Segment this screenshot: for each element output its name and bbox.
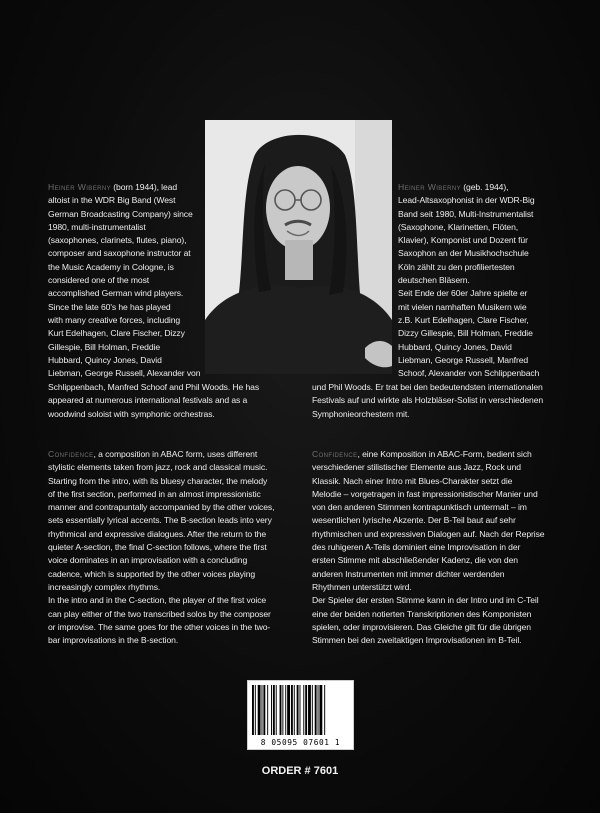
- barcode-bar: [308, 685, 311, 735]
- english-bio-line: woodwind soloist with symphonic orchestras.: [48, 408, 215, 419]
- english-conf-line: manner and contrapuntally accompanied by the other voices,: [48, 502, 275, 513]
- english-bio-line: composer and saxophone instructor at: [48, 248, 191, 259]
- barcode-bar: [271, 685, 272, 735]
- german-conf-line: rhythmischen und expressiven Dialogen auf. Nach der Reprise: [312, 528, 545, 539]
- german-bio-line: Heiner Wiberny (geb. 1944),: [398, 182, 509, 192]
- barcode-bar: [312, 685, 313, 735]
- barcode-bar: [324, 685, 325, 735]
- english-biography-wide: [48, 381, 348, 421]
- barcode-bar: [255, 685, 256, 735]
- german-conf-name: Confidence: [312, 449, 358, 459]
- german-conf-line: Melodie – vorgetragen in fast impressionistischer Manier und: [312, 488, 538, 499]
- barcode-bar: [285, 685, 286, 735]
- english-conf-line: or improvise. The same goes for the other voices in the two-: [48, 621, 271, 632]
- barcode-bar: [280, 685, 282, 735]
- english-bio-line: Heiner Wiberny (born 1944), lead: [48, 182, 178, 192]
- barcode-bar: [305, 685, 307, 735]
- german-conf-line: wesentlichen lyrische Akzente. Der B-Teil baut auf sehr: [312, 515, 516, 526]
- english-conf-line: sets essentially lyrical accents. The B-section leads into very: [48, 515, 272, 526]
- german-conf-line: Klassik. Nach einer Intro mit Blues-Charakter setzt die: [312, 475, 513, 486]
- german-bio-line: Symphonieorchestern mit.: [312, 408, 410, 419]
- english-bio-line: appeared at numerous international festivals and as a: [48, 395, 248, 406]
- german-bio-line: deutschen Bläsern.: [398, 275, 470, 286]
- german-bio-line: Liebman, George Russell, Manfred: [398, 354, 529, 365]
- german-confidence: [312, 448, 572, 647]
- english-conf-line: voice dominates in an improvisation with a concluding: [48, 555, 248, 566]
- barcode-bars: [252, 685, 349, 735]
- german-conf-line: Rhythmen unterstützt wird.: [312, 581, 412, 592]
- barcode-bar: [291, 685, 293, 735]
- portrait-photo: [205, 120, 392, 374]
- german-conf-line: Confidence, eine Komposition in ABAC-Form, bedient sich: [312, 449, 532, 459]
- barcode-bar: [252, 685, 254, 735]
- english-conf-line: of the first section, performed in an almost impressionistic: [48, 488, 261, 499]
- german-bio-line: Lead-Altsaxophonist in der WDR-Big: [398, 195, 535, 206]
- german-biography-wide: [312, 381, 572, 421]
- german-bio-line: Hubbard, Quincy Jones, David: [398, 341, 512, 352]
- barcode-bar: [273, 685, 275, 735]
- english-bio-name: Heiner Wiberny: [48, 182, 111, 192]
- barcode-bar: [318, 685, 319, 735]
- english-bio-line: accomplished German wind players.: [48, 288, 184, 299]
- barcode-bar: [315, 685, 317, 735]
- german-bio-line: und Phil Woods. Er trat bei den bedeutendsten internationalen: [312, 382, 543, 392]
- english-bio-line: 1980, multi-instrumentalist: [48, 221, 146, 232]
- english-conf-line: In the intro and in the C-section, the player of the first voice: [48, 595, 267, 606]
- german-bio-line: Köln zählt zu den profiliertesten: [398, 261, 515, 272]
- barcode-bar: [319, 685, 322, 735]
- english-conf-line: Confidence, a composition in ABAC form, uses different: [48, 449, 258, 459]
- portrait-image: [205, 120, 392, 374]
- barcode-bar: [258, 685, 261, 735]
- german-bio-line: Schoof, Alexander von Schlippenbach: [398, 368, 540, 379]
- order-number: ORDER # 7601: [261, 765, 339, 777]
- english-conf-line: cadence, which is supported by the other voices playing: [48, 568, 256, 579]
- english-bio-line: Kurt Edelhagen, Clare Fischer, Dizzy: [48, 328, 185, 339]
- english-confidence: [48, 448, 306, 647]
- barcode-bar: [276, 685, 277, 735]
- barcode-number: 8 05095 07601 1: [260, 738, 341, 747]
- german-bio-line: Dizzy Gillespie, Bill Holman, Freddie: [398, 328, 533, 339]
- english-bio-line: Hubbard, Quincy Jones, David: [48, 354, 162, 365]
- german-conf-line: anderen Instrumenten mit immer dichter werdenden: [312, 568, 505, 579]
- english-bio-line: German Broadcasting Company) since: [48, 208, 193, 219]
- barcode-bar: [294, 685, 295, 735]
- german-conf-line: Stimmen bei den zweitaktigen Improvisationen im B-Teil.: [312, 635, 522, 646]
- german-conf-line: von den anderen Stimmen kontrapunktisch untermalt – im: [312, 502, 527, 513]
- english-conf-line: bar improvisations in the B-section.: [48, 635, 179, 646]
- english-conf-line: quieter A-section, the final C-section follows, where the first: [48, 542, 267, 553]
- english-conf-line: rhythmical and expressive dialogues. After the return to the: [48, 528, 267, 539]
- german-conf-line: spielen, oder improvisieren. Das Gleiche gilt für die übrigen: [312, 621, 531, 632]
- german-bio-line: Saxophon an der Musikhochschule: [398, 248, 529, 259]
- german-conf-line: Der Spieler der ersten Stimme kann in der Intro und im C-Teil: [312, 595, 539, 606]
- english-bio-line: the Music Academy in Cologne, is: [48, 261, 174, 272]
- english-bio-line: Since the late 60's he has played: [48, 301, 171, 312]
- english-conf-line: increasingly complex rhythms.: [48, 581, 161, 592]
- barcode-bar: [287, 685, 290, 735]
- english-bio-line: Gillespie, Bill Holman, Freddie: [48, 341, 161, 352]
- english-conf-line: can play either of the two transcribed solos by the composer: [48, 608, 271, 619]
- english-conf-line: Starting from the intro, with its bluesy character, the melody: [48, 475, 268, 486]
- barcode-bar: [303, 685, 304, 735]
- german-bio-line: Festivals auf und wirkte als Holzbläser-Solist in verschiedenen: [312, 395, 544, 406]
- english-bio-line: with many creative forces, including: [48, 314, 181, 325]
- barcode-bar: [297, 685, 299, 735]
- german-bio-line: mit vielen namhaften Musikern wie: [398, 301, 527, 312]
- english-bio-line: considered one of the most: [48, 275, 150, 286]
- english-biography: [48, 181, 214, 380]
- english-bio-line: Schlippenbach, Manfred Schoof and Phil Woods. He has: [48, 382, 260, 392]
- barcode-bar: [300, 685, 301, 735]
- german-bio-name: Heiner Wiberny: [398, 182, 461, 192]
- barcode-bar: [267, 685, 268, 735]
- german-bio-line: Seit Ende der 60er Jahre spielte er: [398, 288, 528, 299]
- barcode-bar: [282, 685, 283, 735]
- english-bio-line: altoist in the WDR Big Band (West: [48, 195, 176, 206]
- barcode-bar: [263, 685, 265, 735]
- german-conf-line: ersten Stimme mit abschließender Kadenz, die von den: [312, 555, 518, 566]
- german-bio-line: Klavier), Komponist und Dozent für: [398, 235, 528, 246]
- english-conf-line: stylistic elements taken from jazz, rock and classical music.: [48, 462, 268, 473]
- german-biography: [398, 181, 568, 380]
- english-conf-name: Confidence: [48, 449, 94, 459]
- english-bio-line: (saxophones, clarinets, flutes, piano),: [48, 235, 187, 246]
- barcode: [247, 680, 354, 750]
- barcode-bar: [262, 685, 263, 735]
- german-bio-line: Band seit 1980, Multi-Instrumentalist: [398, 208, 534, 219]
- german-conf-line: eine der beiden notierten Transkriptionen des Komponisten: [312, 608, 532, 619]
- german-conf-line: des ruhigeren A-Teils dominiert eine Improvisation in der: [312, 542, 521, 553]
- english-bio-line: Liebman, George Russell, Alexander von: [48, 368, 201, 379]
- german-conf-line: verschiedener stilistischer Elemente aus Jazz, Rock und: [312, 462, 521, 473]
- german-bio-line: z.B. Kurt Edelhagen, Clare Fischer,: [398, 314, 529, 325]
- german-bio-line: (Saxophone, Klarinetten, Flöten,: [398, 221, 519, 232]
